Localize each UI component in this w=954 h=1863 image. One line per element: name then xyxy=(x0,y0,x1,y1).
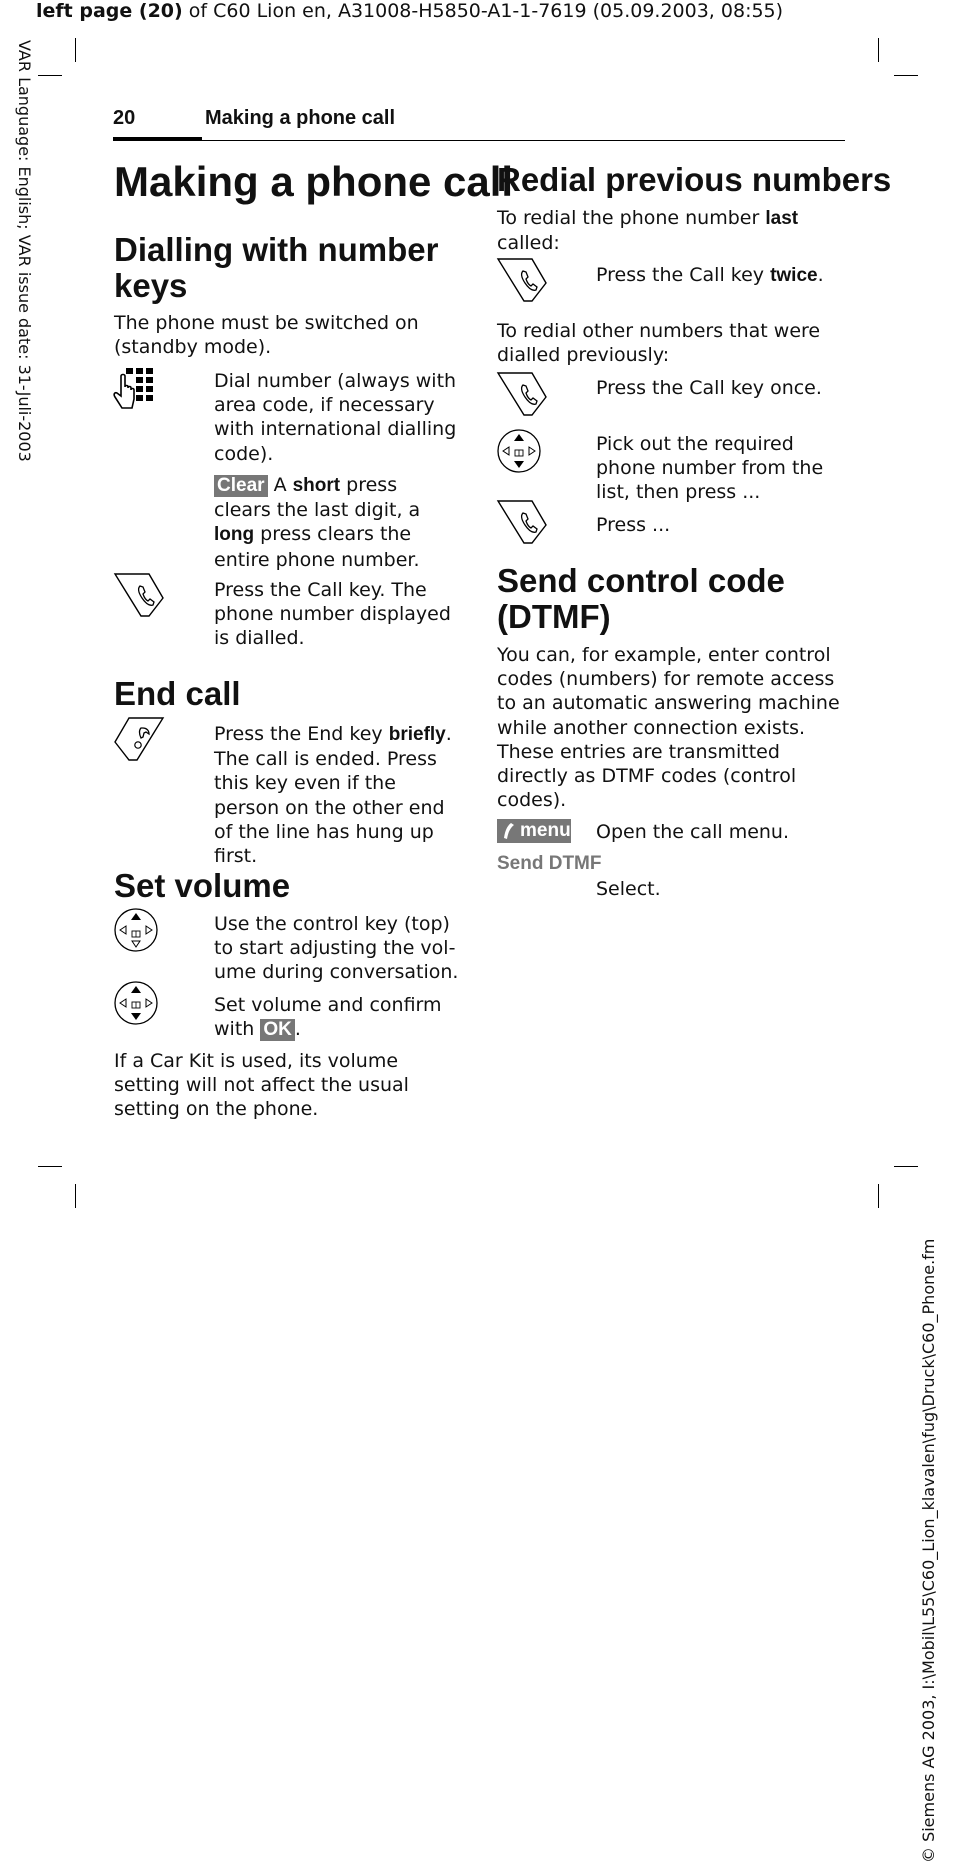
print-header-page: left page (20) xyxy=(36,0,183,22)
redial-twice-bold: twice xyxy=(770,265,818,286)
print-header-info: of C60 Lion en, A31008-H5850-A1-1-7619 (05.09.2003, 08:55) xyxy=(182,0,784,22)
call-key-icon xyxy=(496,371,548,417)
phone-handset-icon xyxy=(502,822,516,840)
clear-softkey: Clear xyxy=(214,475,268,497)
heading-set-volume: Set volume xyxy=(114,867,291,904)
crop-mark xyxy=(878,38,879,62)
redial-twice-text-a: Press the Call key xyxy=(596,264,771,286)
redial-step-twice xyxy=(596,263,846,288)
dialling-step-call: Press the Call key. The phone number displayed is dialled. xyxy=(214,579,451,650)
side-note-left-text: VAR Language: English; VAR issue date: 31-Juli-2003 xyxy=(15,40,34,462)
page-number: 20 xyxy=(113,107,136,129)
clear-text-end: press clears the entire phone number. xyxy=(214,523,420,571)
crop-mark xyxy=(75,1184,76,1208)
call-menu-key xyxy=(497,819,571,843)
ok-softkey: OK xyxy=(260,1019,295,1041)
header-rule-thick xyxy=(113,137,202,141)
end-call-text-b: . The call is ended. Press this key even if the person on the other end of the line has hung up first. xyxy=(214,723,452,868)
redial-intro-b: called: xyxy=(497,232,560,255)
clear-short-bold: short xyxy=(292,475,341,496)
call-key-icon xyxy=(496,257,548,303)
running-head: Making a phone call xyxy=(205,107,396,129)
dtmf-intro: You can, for example, enter control codes (numbers) for remote access to an automatic answering machine while another connection exists. These entries are transmitted directly as DTMF codes (control codes). xyxy=(497,644,840,812)
dtmf-step-open: Open the call menu. xyxy=(596,821,790,843)
heading-dialling: Dialling with number keys xyxy=(114,231,439,304)
menu-key-label: menu xyxy=(520,820,571,841)
clear-text-mid: press clears the last digit, a xyxy=(214,474,421,522)
end-call-bold: briefly xyxy=(388,724,446,745)
heading-end-call: End call xyxy=(114,675,241,712)
side-note-left xyxy=(4,40,34,480)
crop-mark xyxy=(894,75,918,76)
volume-note: If a Car Kit is used, its volume setting will not affect the usual setting on the phone. xyxy=(114,1050,409,1121)
call-key-icon xyxy=(113,572,165,618)
redial-intro-other: To redial other numbers that were dialled previously: xyxy=(497,320,821,367)
dialling-step-clear xyxy=(214,473,459,572)
end-call-text-a: Press the End key xyxy=(214,723,389,745)
call-key-icon xyxy=(496,499,548,545)
page-title: Making a phone call xyxy=(114,158,514,205)
header-rule-thin xyxy=(202,140,845,141)
volume-step-confirm xyxy=(214,993,459,1041)
control-key-updown-icon xyxy=(113,980,159,1026)
clear-text-a: A xyxy=(267,474,293,496)
end-key-icon xyxy=(113,716,165,762)
print-header xyxy=(36,0,783,22)
redial-step-pick: Pick out the required phone number from the list, then press ... xyxy=(596,433,824,504)
crop-mark xyxy=(38,75,62,76)
redial-intro-bold: last xyxy=(765,208,799,229)
redial-step-press: Press ... xyxy=(596,514,671,536)
heading-dtmf: Send control code (DTMF) xyxy=(497,562,785,635)
dialling-step-dial: Dial number (always with area code, if necessary with international dialling code). xyxy=(214,370,457,465)
redial-intro-a: To redial the phone number xyxy=(497,207,766,229)
menu-item-send-dtmf: Send DTMF xyxy=(497,853,602,874)
dialling-intro: The phone must be switched on (standby mode). xyxy=(114,312,419,359)
crop-mark xyxy=(75,38,76,62)
redial-twice-text-b: . xyxy=(817,264,824,286)
dtmf-step-select: Select. xyxy=(596,878,661,900)
side-note-right xyxy=(915,610,945,1863)
heading-redial: Redial previous numbers xyxy=(497,161,892,198)
side-note-right-text: © Siemens AG 2003, I:\Mobil\L55\C60_Lion_klavalen\fug\Druck\C60_Phone.fm xyxy=(919,1238,938,1863)
redial-intro xyxy=(497,206,817,255)
number-keys-icon xyxy=(112,366,158,414)
end-call-text xyxy=(214,722,459,868)
redial-step-once: Press the Call key once. xyxy=(596,377,822,399)
control-key-top-icon xyxy=(113,907,159,953)
volume-step-adjust: Use the control key (top) to start adjusting the vol-ume during conversation. xyxy=(214,913,459,984)
clear-long-bold: long xyxy=(214,524,255,546)
crop-mark xyxy=(878,1184,879,1208)
crop-mark xyxy=(38,1166,62,1167)
control-key-icon xyxy=(496,428,542,474)
volume-confirm-text-b: . xyxy=(294,1018,301,1041)
volume-confirm-text-a: Set volume and confirm with xyxy=(214,994,442,1041)
